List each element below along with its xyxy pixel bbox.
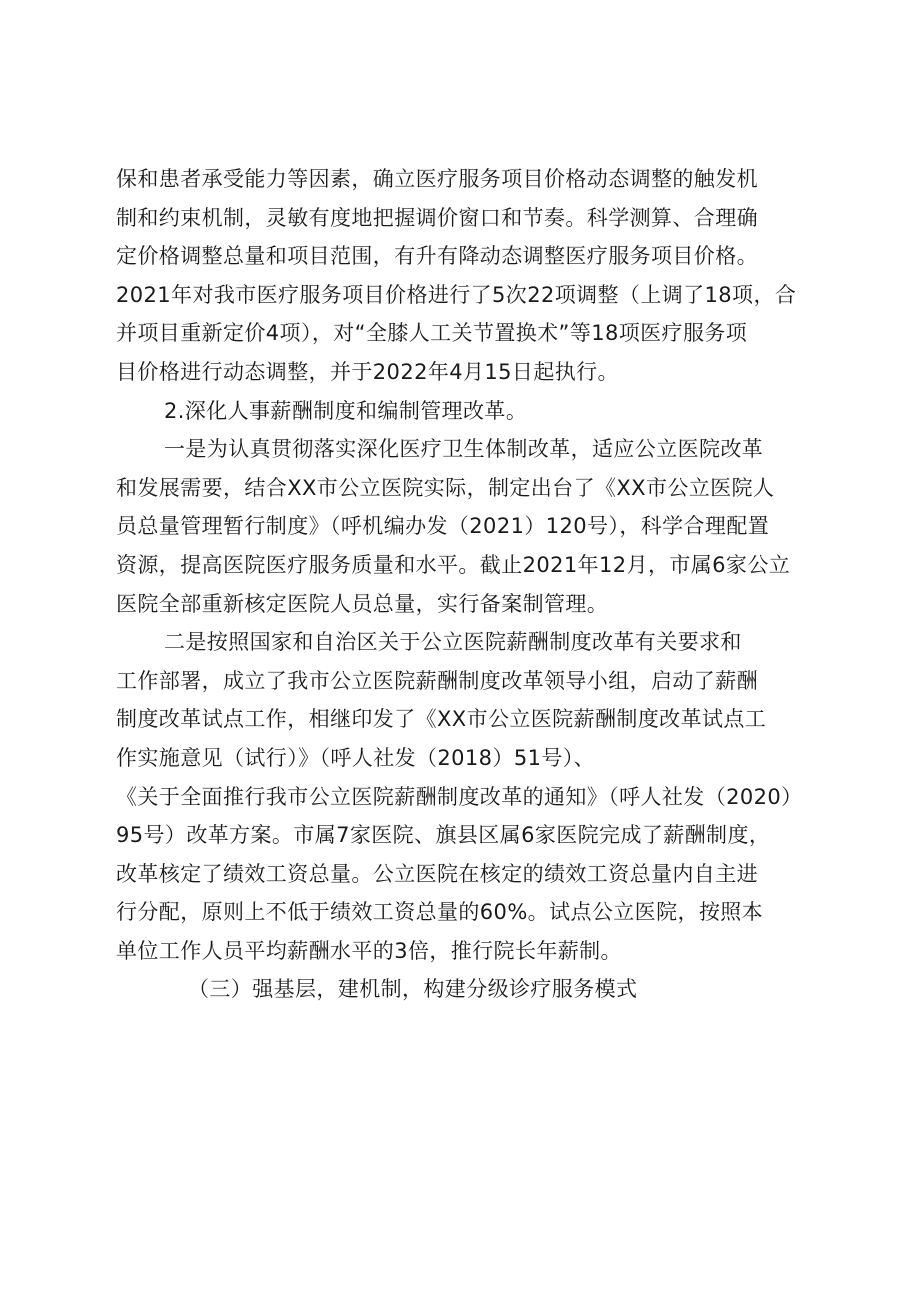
text-line: 员总量管理暂行制度》（呼机编办发（2021）120号），科学合理配置 [116,514,770,539]
document-body [116,160,828,1009]
text-line: 制和约束机制，灵敏有度地把握调价窗口和节奏。科学测算、合理确 [116,205,758,230]
text-line: 和发展需要，结合XX市公立医院实际，制定出台了《XX市公立医院人 [116,475,775,500]
text-line: 资源，提高医院医疗服务质量和水平。截止2021年12月，市属6家公立 [116,552,791,577]
text-line: 二是按照国家和自治区关于公立医院薪酬制度改革有关要求和 [164,630,742,655]
text-line: 2.深化人事薪酬制度和编制管理改革。 [164,398,528,423]
text-line: 制度改革试点工作，相继印发了《XX市公立医院薪酬制度改革试点工 [116,707,767,732]
text-line: 行分配，原则上不低于绩效工资总量的60%。试点公立医院，按照本 [116,900,764,925]
text-line: 作实施意见（试行）》（呼人社发（2018）51号）、 [116,745,596,770]
text-line: 医院全部重新核定医院人员总量，实行备案制管理。 [116,591,609,616]
text-line: 《关于全面推行我市公立医院薪酬制度改革的通知》（呼人社发（2020） [116,784,803,809]
text-line: 改革核定了绩效工资总量。公立医院在核定的绩效工资总量内自主进 [116,861,758,886]
text-line: （三）强基层，建机制，构建分级诊疗服务模式 [188,977,638,1002]
text-line: 2021年对我市医疗服务项目价格进行了5次22项调整（上调了18项，合 [116,282,797,307]
text-line: 单位工作人员平均薪酬水平的3倍，推行院长年薪制。 [116,938,622,963]
text-line: 定价格调整总量和项目范围，有升有降动态调整医疗服务项目价格。 [116,244,758,269]
text-line: 95号）改革方案。市属7家医院、旗县区属6家医院完成了薪酬制度， [116,823,771,848]
text-line: 一是为认真贯彻落实深化医疗卫生体制改革，适应公立医院改革 [164,437,764,462]
text-line: 保和患者承受能力等因素，确立医疗服务项目价格动态调整的触发机 [116,167,758,191]
text-line: 工作部署，成立了我市公立医院薪酬制度改革领导小组，启动了薪酬 [116,668,758,693]
text-line: 并项目重新定价4项），对“全膝人工关节置换术”等18项医疗服务项 [116,321,748,346]
text-line: 目价格进行动态调整，并于2022年4月15日起执行。 [116,359,619,384]
